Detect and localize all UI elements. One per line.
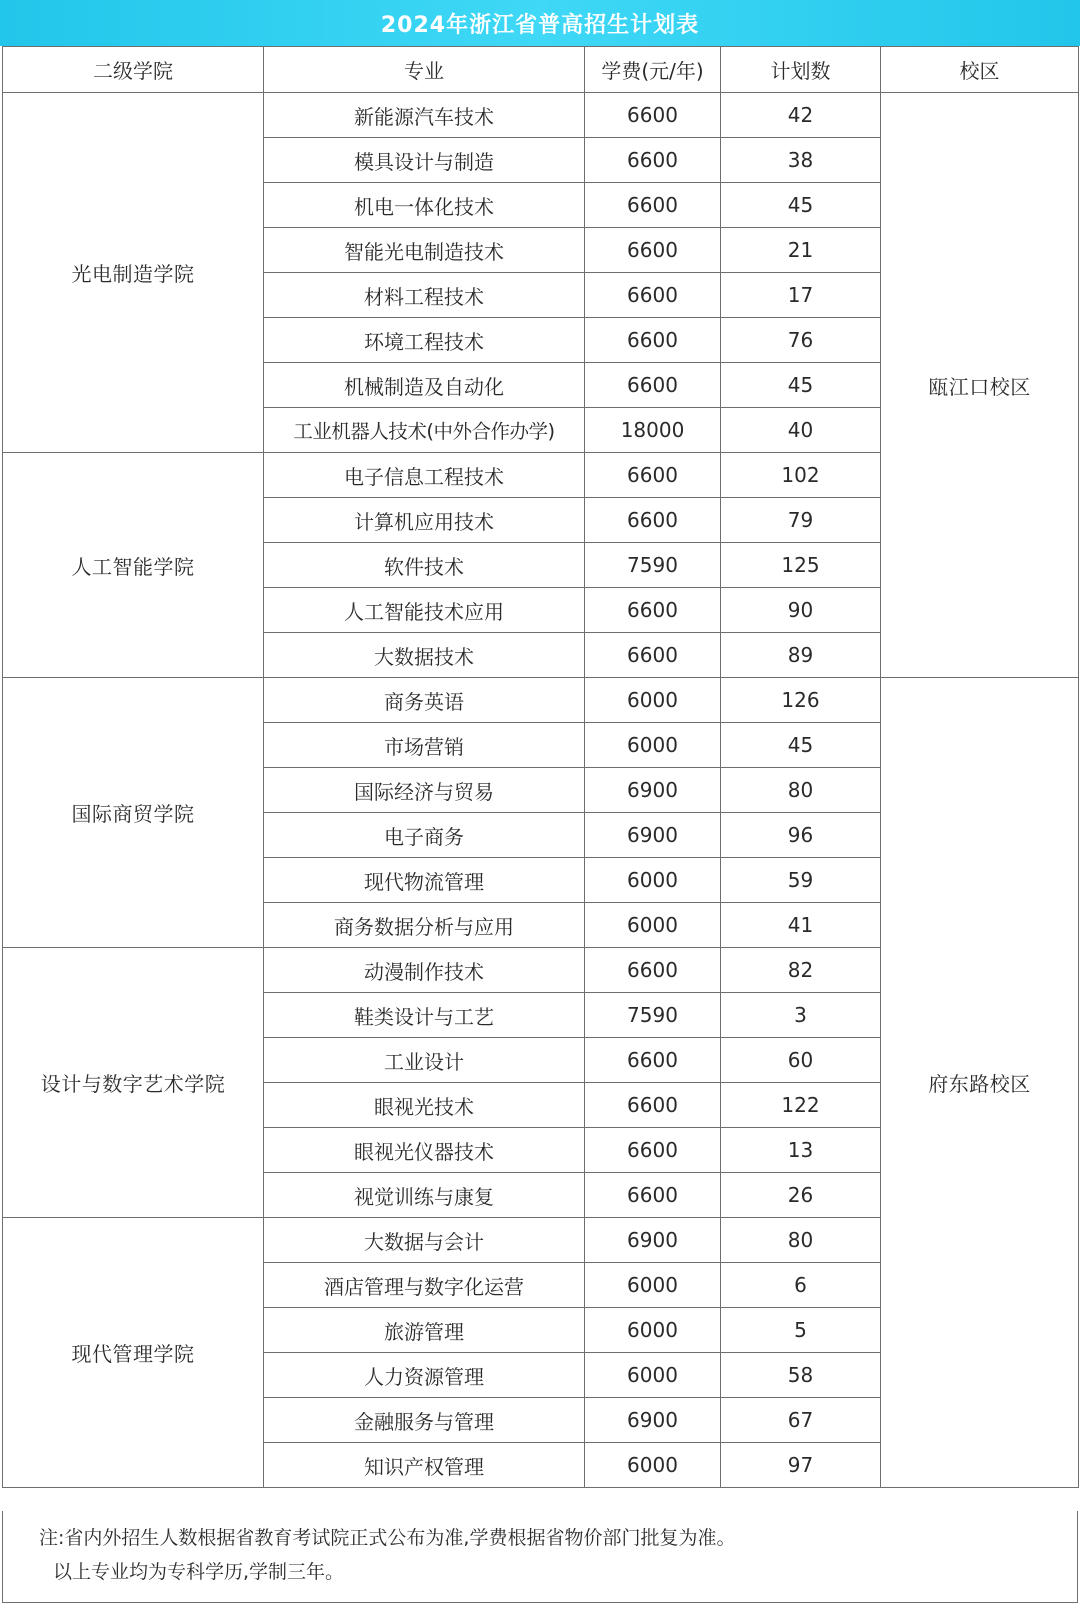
plan-cell: 89 (721, 633, 881, 678)
plan-cell: 13 (721, 1128, 881, 1173)
major-cell: 新能源汽车技术 (264, 93, 585, 138)
fee-cell: 6000 (585, 1443, 721, 1488)
fee-cell: 7590 (585, 993, 721, 1038)
fee-cell: 6000 (585, 678, 721, 723)
fee-cell: 6900 (585, 768, 721, 813)
major-cell: 商务英语 (264, 678, 585, 723)
header-plan: 计划数 (721, 47, 881, 93)
plan-cell: 67 (721, 1398, 881, 1443)
header-fee: 学费(元/年) (585, 47, 721, 93)
plan-cell: 45 (721, 183, 881, 228)
major-cell: 工业设计 (264, 1038, 585, 1083)
header-row (3, 47, 1079, 93)
fee-cell: 6600 (585, 363, 721, 408)
plan-cell: 3 (721, 993, 881, 1038)
plan-cell: 102 (721, 453, 881, 498)
fee-cell: 6600 (585, 273, 721, 318)
plan-cell: 41 (721, 903, 881, 948)
major-cell: 市场营销 (264, 723, 585, 768)
plan-cell: 17 (721, 273, 881, 318)
college-cell: 国际商贸学院 (3, 678, 264, 948)
major-cell: 酒店管理与数字化运营 (264, 1263, 585, 1308)
plan-cell: 59 (721, 858, 881, 903)
major-cell: 工业机器人技术(中外合作办学) (264, 408, 585, 453)
fee-cell: 6600 (585, 93, 721, 138)
major-cell: 商务数据分析与应用 (264, 903, 585, 948)
plan-cell: 5 (721, 1308, 881, 1353)
footnote-line: 注:省内外招生人数根据省教育考试院正式公布为准,学费根据省物价部门批复为准。 (39, 1527, 736, 1549)
major-cell: 计算机应用技术 (264, 498, 585, 543)
fee-cell: 6600 (585, 633, 721, 678)
table-title: 2024年浙江省普高招生计划表 (0, 0, 1080, 46)
fee-cell: 6600 (585, 183, 721, 228)
plan-cell: 90 (721, 588, 881, 633)
major-cell: 软件技术 (264, 543, 585, 588)
major-cell: 大数据技术 (264, 633, 585, 678)
plan-cell: 80 (721, 1218, 881, 1263)
table-body (3, 93, 1079, 1488)
fee-cell: 6600 (585, 228, 721, 273)
plan-cell: 82 (721, 948, 881, 993)
table-row (3, 678, 1079, 723)
plan-cell: 45 (721, 723, 881, 768)
plan-cell: 45 (721, 363, 881, 408)
major-cell: 眼视光仪器技术 (264, 1128, 585, 1173)
fee-cell: 6600 (585, 138, 721, 183)
major-cell: 电子商务 (264, 813, 585, 858)
fee-cell: 6600 (585, 318, 721, 363)
campus-cell: 瓯江口校区 (881, 93, 1079, 678)
plan-cell: 42 (721, 93, 881, 138)
major-cell: 现代物流管理 (264, 858, 585, 903)
fee-cell: 6600 (585, 588, 721, 633)
campus-cell: 府东路校区 (881, 678, 1079, 1488)
fee-cell: 6600 (585, 1128, 721, 1173)
footnote (2, 1511, 1078, 1603)
plan-cell: 122 (721, 1083, 881, 1128)
major-cell: 视觉训练与康复 (264, 1173, 585, 1218)
major-cell: 旅游管理 (264, 1308, 585, 1353)
plan-cell: 60 (721, 1038, 881, 1083)
header-campus: 校区 (881, 47, 1079, 93)
plan-cell: 126 (721, 678, 881, 723)
major-cell: 人工智能技术应用 (264, 588, 585, 633)
major-cell: 材料工程技术 (264, 273, 585, 318)
major-cell: 动漫制作技术 (264, 948, 585, 993)
plan-cell: 125 (721, 543, 881, 588)
major-cell: 环境工程技术 (264, 318, 585, 363)
major-cell: 国际经济与贸易 (264, 768, 585, 813)
fee-cell: 6900 (585, 813, 721, 858)
college-cell: 人工智能学院 (3, 453, 264, 678)
plan-cell: 79 (721, 498, 881, 543)
fee-cell: 7590 (585, 543, 721, 588)
fee-cell: 6600 (585, 948, 721, 993)
major-cell: 金融服务与管理 (264, 1398, 585, 1443)
plan-cell: 21 (721, 228, 881, 273)
plan-cell: 80 (721, 768, 881, 813)
plan-cell: 58 (721, 1353, 881, 1398)
enrollment-plan-table (2, 46, 1079, 1488)
fee-cell: 6600 (585, 498, 721, 543)
header-major: 专业 (264, 47, 585, 93)
plan-cell: 76 (721, 318, 881, 363)
fee-cell: 6900 (585, 1398, 721, 1443)
major-cell: 模具设计与制造 (264, 138, 585, 183)
major-cell: 鞋类设计与工艺 (264, 993, 585, 1038)
major-cell: 电子信息工程技术 (264, 453, 585, 498)
plan-cell: 6 (721, 1263, 881, 1308)
plan-cell: 38 (721, 138, 881, 183)
major-cell: 智能光电制造技术 (264, 228, 585, 273)
fee-cell: 6000 (585, 723, 721, 768)
major-cell: 知识产权管理 (264, 1443, 585, 1488)
fee-cell: 6000 (585, 1353, 721, 1398)
plan-cell: 96 (721, 813, 881, 858)
table-row (3, 93, 1079, 138)
plan-cell: 40 (721, 408, 881, 453)
fee-cell: 6000 (585, 1263, 721, 1308)
header-college: 二级学院 (3, 47, 264, 93)
major-cell: 大数据与会计 (264, 1218, 585, 1263)
college-cell: 设计与数字艺术学院 (3, 948, 264, 1218)
fee-cell: 6000 (585, 1308, 721, 1353)
fee-cell: 18000 (585, 408, 721, 453)
fee-cell: 6600 (585, 1038, 721, 1083)
fee-cell: 6600 (585, 453, 721, 498)
college-cell: 光电制造学院 (3, 93, 264, 453)
fee-cell: 6900 (585, 1218, 721, 1263)
footnote-line: 以上专业均为专科学历,学制三年。 (53, 1561, 345, 1583)
fee-cell: 6600 (585, 1083, 721, 1128)
plan-cell: 26 (721, 1173, 881, 1218)
major-cell: 眼视光技术 (264, 1083, 585, 1128)
plan-cell: 97 (721, 1443, 881, 1488)
major-cell: 机械制造及自动化 (264, 363, 585, 408)
fee-cell: 6000 (585, 903, 721, 948)
college-cell: 现代管理学院 (3, 1218, 264, 1488)
major-cell: 机电一体化技术 (264, 183, 585, 228)
major-cell: 人力资源管理 (264, 1353, 585, 1398)
fee-cell: 6600 (585, 1173, 721, 1218)
fee-cell: 6000 (585, 858, 721, 903)
